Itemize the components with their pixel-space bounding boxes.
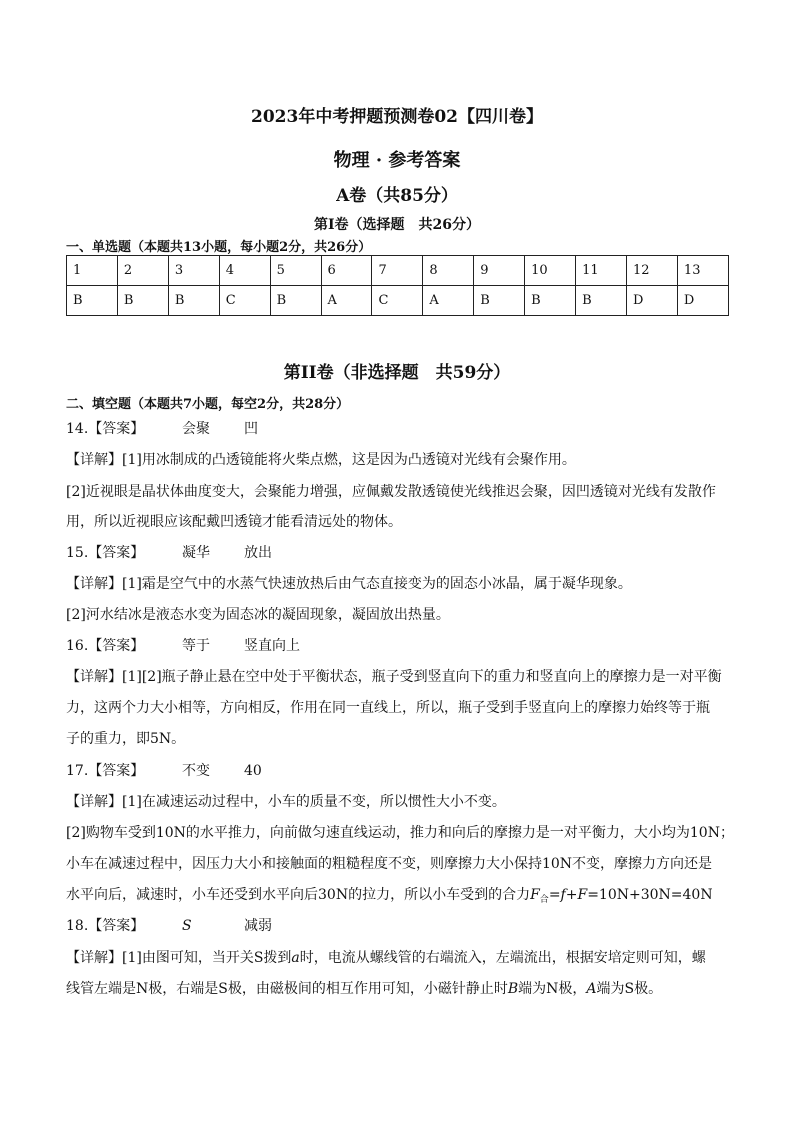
subject-title: 物理 · 参考答案	[333, 150, 461, 171]
q17-label: 17.【答案】	[66, 763, 145, 779]
q15-detail-line: 【详解】[1]霜是空气中的水蒸气快速放热后由气态直接变为的固态小冰晶，属于凝华现象。	[66, 576, 632, 592]
q18-label: 18.【答案】	[66, 918, 145, 934]
q16-detail-line: 子的重力，即5N。	[66, 731, 186, 747]
answer-cell: B	[270, 286, 321, 316]
q15-answer-2: 放出	[244, 545, 272, 561]
question-number: 13	[677, 256, 728, 286]
q17-result-text: =10N+30N=40N	[587, 887, 713, 903]
q17-answer-line	[66, 761, 730, 781]
q14-detail-line: [2]近视眼是晶状体曲度变大，会聚能力增强，应佩戴发散透镜使光线推迟会聚，因凹透镜对光线有发散作	[66, 484, 716, 500]
q16-answer-1: 等于	[182, 638, 210, 654]
question-number: 5	[270, 256, 321, 286]
q14-detail-line: 【详解】[1]用冰制成的凸透镜能将火柴点燃，这是因为凸透镜对光线有会聚作用。	[66, 452, 576, 468]
q17-detail-line: 小车在减速过程中，因压力大小和接触面的粗糙程度不变，则摩擦力大小保持10N不变，摩擦力方向还是	[66, 856, 713, 872]
q17-answer-1: 不变	[182, 763, 210, 779]
q14-answer-line	[66, 419, 730, 439]
answer-cell: B	[67, 286, 118, 316]
answer-table-number-row	[67, 256, 729, 286]
volume-a-title: A卷（共85分）	[336, 186, 458, 206]
question-number: 1	[67, 256, 118, 286]
part1-title: 第I卷（选择题 共26分）	[313, 217, 481, 233]
q17-answer-2: 40	[244, 763, 262, 779]
q17-detail-line	[66, 885, 730, 910]
switch-position-symbol: a	[291, 950, 300, 966]
q15-answer-1: 凝华	[182, 545, 210, 561]
answer-cell: C	[372, 286, 423, 316]
q15-detail-line: [2]河水结冰是液态水变为固态冰的凝固现象，凝固放出热量。	[66, 607, 450, 623]
answer-cell: B	[168, 286, 219, 316]
force-subscript: 合	[539, 895, 549, 905]
q15-label: 15.【答案】	[66, 545, 145, 561]
question-number: 11	[576, 256, 627, 286]
question-number: 7	[372, 256, 423, 286]
q18-detail-text: 【详解】[1]由图可知，当开关S拨到	[66, 950, 292, 966]
question-number: 3	[168, 256, 219, 286]
end-b-symbol: B	[507, 981, 519, 997]
force-symbol: F	[530, 887, 540, 903]
q18-answer-2: 减弱	[244, 918, 272, 934]
force-symbol: F	[577, 887, 588, 903]
q14-answer-1: 会聚	[182, 421, 210, 437]
q14-detail-line: 用，所以近视眼应该配戴凹透镜才能看清远处的物体。	[66, 514, 402, 530]
q18-detail-line	[66, 948, 730, 968]
q16-answer-line	[66, 636, 730, 656]
q15-answer-line	[66, 543, 730, 563]
section1-heading: 一、单选题（本题共13小题，每小题2分，共26分）	[66, 240, 372, 255]
q16-answer-2: 竖直向上	[244, 638, 300, 654]
answer-cell: A	[423, 286, 474, 316]
q17-detail-line: [2]购物车受到10N的水平推力，向前做匀速直线运动，推力和向后的摩擦力是一对平衡力，大小均为10N；	[66, 825, 734, 841]
question-number: 2	[117, 256, 168, 286]
q18-detail-line	[66, 979, 730, 999]
answer-cell: A	[321, 286, 372, 316]
question-number: 10	[525, 256, 576, 286]
equals-sign: =	[548, 887, 561, 903]
plus-sign: +	[565, 887, 578, 903]
answer-table-answer-row	[67, 286, 729, 316]
q18-detail-text: 时，电流从螺线管的右端流入，左端流出，根据安培定则可知，螺	[299, 950, 706, 966]
q18-detail-text: 线管左端是N极，右端是S极，由磁极间的相互作用可知，小磁针静止时	[66, 981, 508, 997]
q14-answer-2: 凹	[244, 421, 258, 437]
friction-symbol: f	[560, 887, 566, 903]
q16-label: 16.【答案】	[66, 638, 145, 654]
part2-title: 第II卷（非选择题 共59分）	[283, 363, 511, 383]
q14-label: 14.【答案】	[66, 421, 145, 437]
q18-detail-text: 端为S极。	[596, 981, 663, 997]
q16-detail-line: 【详解】[1][2]瓶子静止悬在空中处于平衡状态，瓶子受到竖直向下的重力和竖直向上的摩擦力是一对平衡	[66, 669, 722, 685]
answer-cell: D	[677, 286, 728, 316]
answer-table	[66, 255, 729, 316]
answer-cell: C	[219, 286, 270, 316]
answer-cell: B	[117, 286, 168, 316]
q18-detail-text: 端为N极，	[518, 981, 587, 997]
answer-cell: B	[576, 286, 627, 316]
section2-heading: 二、填空题（本题共7小题，每空2分，共28分）	[66, 397, 350, 412]
answer-cell: D	[627, 286, 678, 316]
exam-title: 2023年中考押题预测卷02【四川卷】	[251, 107, 543, 127]
question-number: 8	[423, 256, 474, 286]
q18-answer-line	[66, 916, 730, 936]
q17-detail-line: 【详解】[1]在减速运动过程中，小车的质量不变，所以惯性大小不变。	[66, 794, 506, 810]
answer-cell: B	[525, 286, 576, 316]
answer-cell: B	[474, 286, 525, 316]
question-number: 9	[474, 256, 525, 286]
question-number: 6	[321, 256, 372, 286]
q18-answer-1: S	[182, 918, 192, 934]
end-a-symbol: A	[586, 981, 597, 997]
question-number: 4	[219, 256, 270, 286]
q17-detail-text: 水平向后，减速时，小车还受到水平向后30N的拉力，所以小车受到的合力	[66, 887, 531, 903]
q16-detail-line: 力，这两个力大小相等，方向相反，作用在同一直线上，所以，瓶子受到手竖直向上的摩擦力始终等于瓶	[66, 700, 710, 716]
question-number: 12	[627, 256, 678, 286]
